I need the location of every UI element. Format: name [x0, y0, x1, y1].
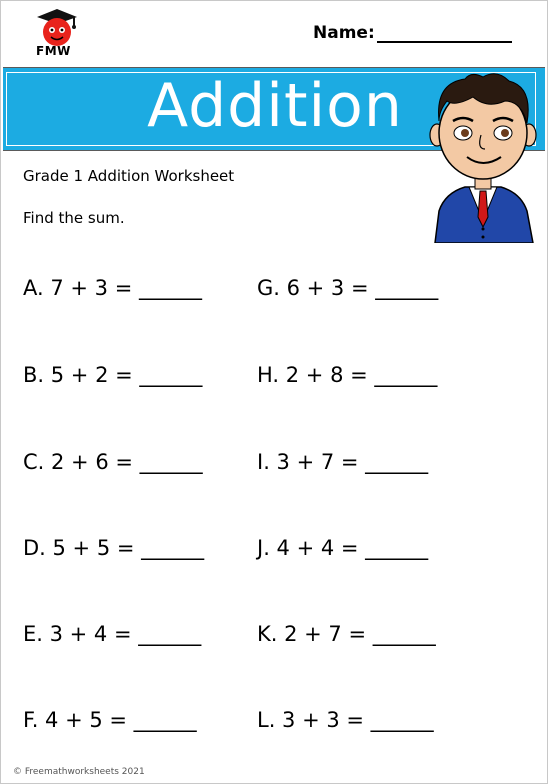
problem-d: D. 5 + 5 = ______	[23, 536, 205, 560]
name-label: Name:	[313, 23, 375, 43]
name-line[interactable]	[377, 41, 512, 43]
problem-g: G. 6 + 3 = ______	[257, 276, 439, 300]
problem-i: I. 3 + 7 = ______	[257, 450, 429, 474]
problem-e: E. 3 + 4 = ______	[23, 622, 202, 646]
problem-a: A. 7 + 3 = ______	[23, 276, 202, 300]
logo-text: FMW	[36, 44, 71, 58]
problem-j: J. 4 + 4 = ______	[257, 536, 429, 560]
boy-illustration	[425, 71, 541, 243]
problem-l: L. 3 + 3 = ______	[257, 708, 434, 732]
problem-c: C. 2 + 6 = ______	[23, 450, 203, 474]
problem-h: H. 2 + 8 = ______	[257, 363, 438, 387]
worksheet-subtitle: Grade 1 Addition Worksheet	[23, 167, 235, 185]
problem-f: F. 4 + 5 = ______	[23, 708, 197, 732]
page-title: Addition	[147, 71, 403, 141]
problem-k: K. 2 + 7 = ______	[257, 622, 436, 646]
copyright-footer: © Freemathworksheets 2021	[13, 767, 145, 777]
problem-b: B. 5 + 2 = ______	[23, 363, 203, 387]
worksheet-instruction: Find the sum.	[23, 209, 125, 227]
